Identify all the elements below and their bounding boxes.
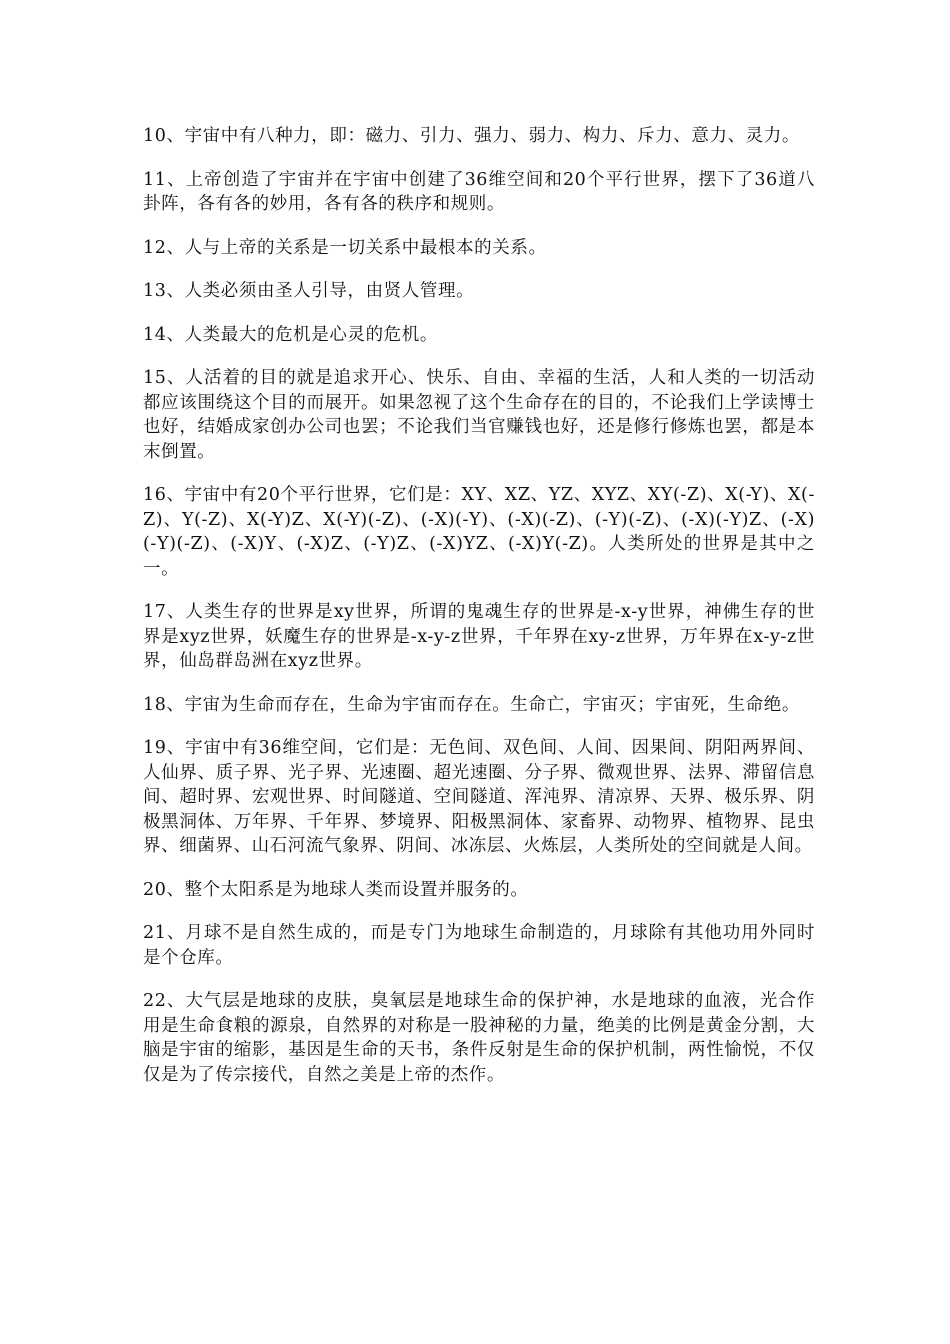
paragraph-22: 22、大气层是地球的皮肤，臭氧层是地球生命的保护神，水是地球的血液，光合作用是生命食粮的源泉，自然界的对称是一股神秘的力量，绝美的比例是黄金分割，大脑是宇宙的缩影，基因是生命的天书，条件反射是生命的保护机制，两性愉悦，不仅仅是为了传宗接代，自然之美是上帝的杰作。 xyxy=(143,991,815,1085)
paragraph-17: 17、人类生存的世界是xy世界，所谓的鬼魂生存的世界是-x-y世界，神佛生存的世界是xyz世界，妖魔生存的世界是-x-y-z世界，千年界在xy-z世界，万年界在x-y-z世界，仙岛群岛洲在xyz世界。 xyxy=(143,602,815,671)
paragraph-14: 14、人类最大的危机是心灵的危机。 xyxy=(143,324,438,345)
document-body xyxy=(143,124,815,1106)
paragraph-21: 21、月球不是自然生成的，而是专门为地球生命制造的，月球除有其他功用外同时是个仓库。 xyxy=(143,923,815,968)
paragraph-20: 20、整个太阳系是为地球人类而设置并服务的。 xyxy=(143,879,529,900)
paragraph-16: 16、宇宙中有20个平行世界，它们是：XY、XZ、YZ、XYZ、XY(-Z)、X(-Y)、X(-Z)、Y(-Z)、X(-Y)Z、X(-Y)(-Z)、(-X)(-Y)、(-X)(-Z)、(-Y)(-Z)、(-X)(-Y)Z、(-X)(-Y)(-Z)、(-X)Y、(-X)Z、(-Y)Z、(-X)YZ、(-X)Y(-Z)。人类所处的世界是其中之一。 xyxy=(143,485,815,579)
paragraph-18: 18、宇宙为生命而存在，生命为宇宙而存在。生命亡，宇宙灭；宇宙死，生命绝。 xyxy=(143,694,800,715)
paragraph-11: 11、上帝创造了宇宙并在宇宙中创建了36维空间和20个平行世界，摆下了36道八卦阵，各有各的妙用，各有各的秩序和规则。 xyxy=(143,169,815,214)
paragraph-13: 13、人类必须由圣人引导，由贤人管理。 xyxy=(143,281,475,301)
paragraph-19: 19、宇宙中有36维空间，它们是：无色间、双色间、人间、因果间、阴阳两界间、人仙界、质子界、光子界、光速圈、超光速圈、分子界、微观世界、法界、滞留信息间、超时界、宏观世界、时间隧道、空间隧道、浑沌界、清凉界、天界、极乐界、阴极黑洞体、万年界、千年界、梦境界、阳极黑洞体、家畜界、动物界、植物界、昆虫界、细菌界、山石河流气象界、阴间、冰冻层、火炼层，人类所处的空间就是人间。 xyxy=(143,738,815,856)
paragraph-15: 15、人活着的目的就是追求开心、快乐、自由、幸福的生活，人和人类的一切活动都应该围绕这个目的而展开。如果忽视了这个生命存在的目的，不论我们上学读博士也好，结婚成家创办公司也罢；不论我们当官赚钱也好，还是修行修炼也罢，都是本末倒置。 xyxy=(143,368,815,462)
paragraph-12: 12、人与上帝的关系是一切关系中最根本的关系。 xyxy=(143,237,547,258)
paragraph-10: 10、宇宙中有八种力，即：磁力、引力、强力、弱力、构力、斥力、意力、灵力。 xyxy=(143,126,800,146)
